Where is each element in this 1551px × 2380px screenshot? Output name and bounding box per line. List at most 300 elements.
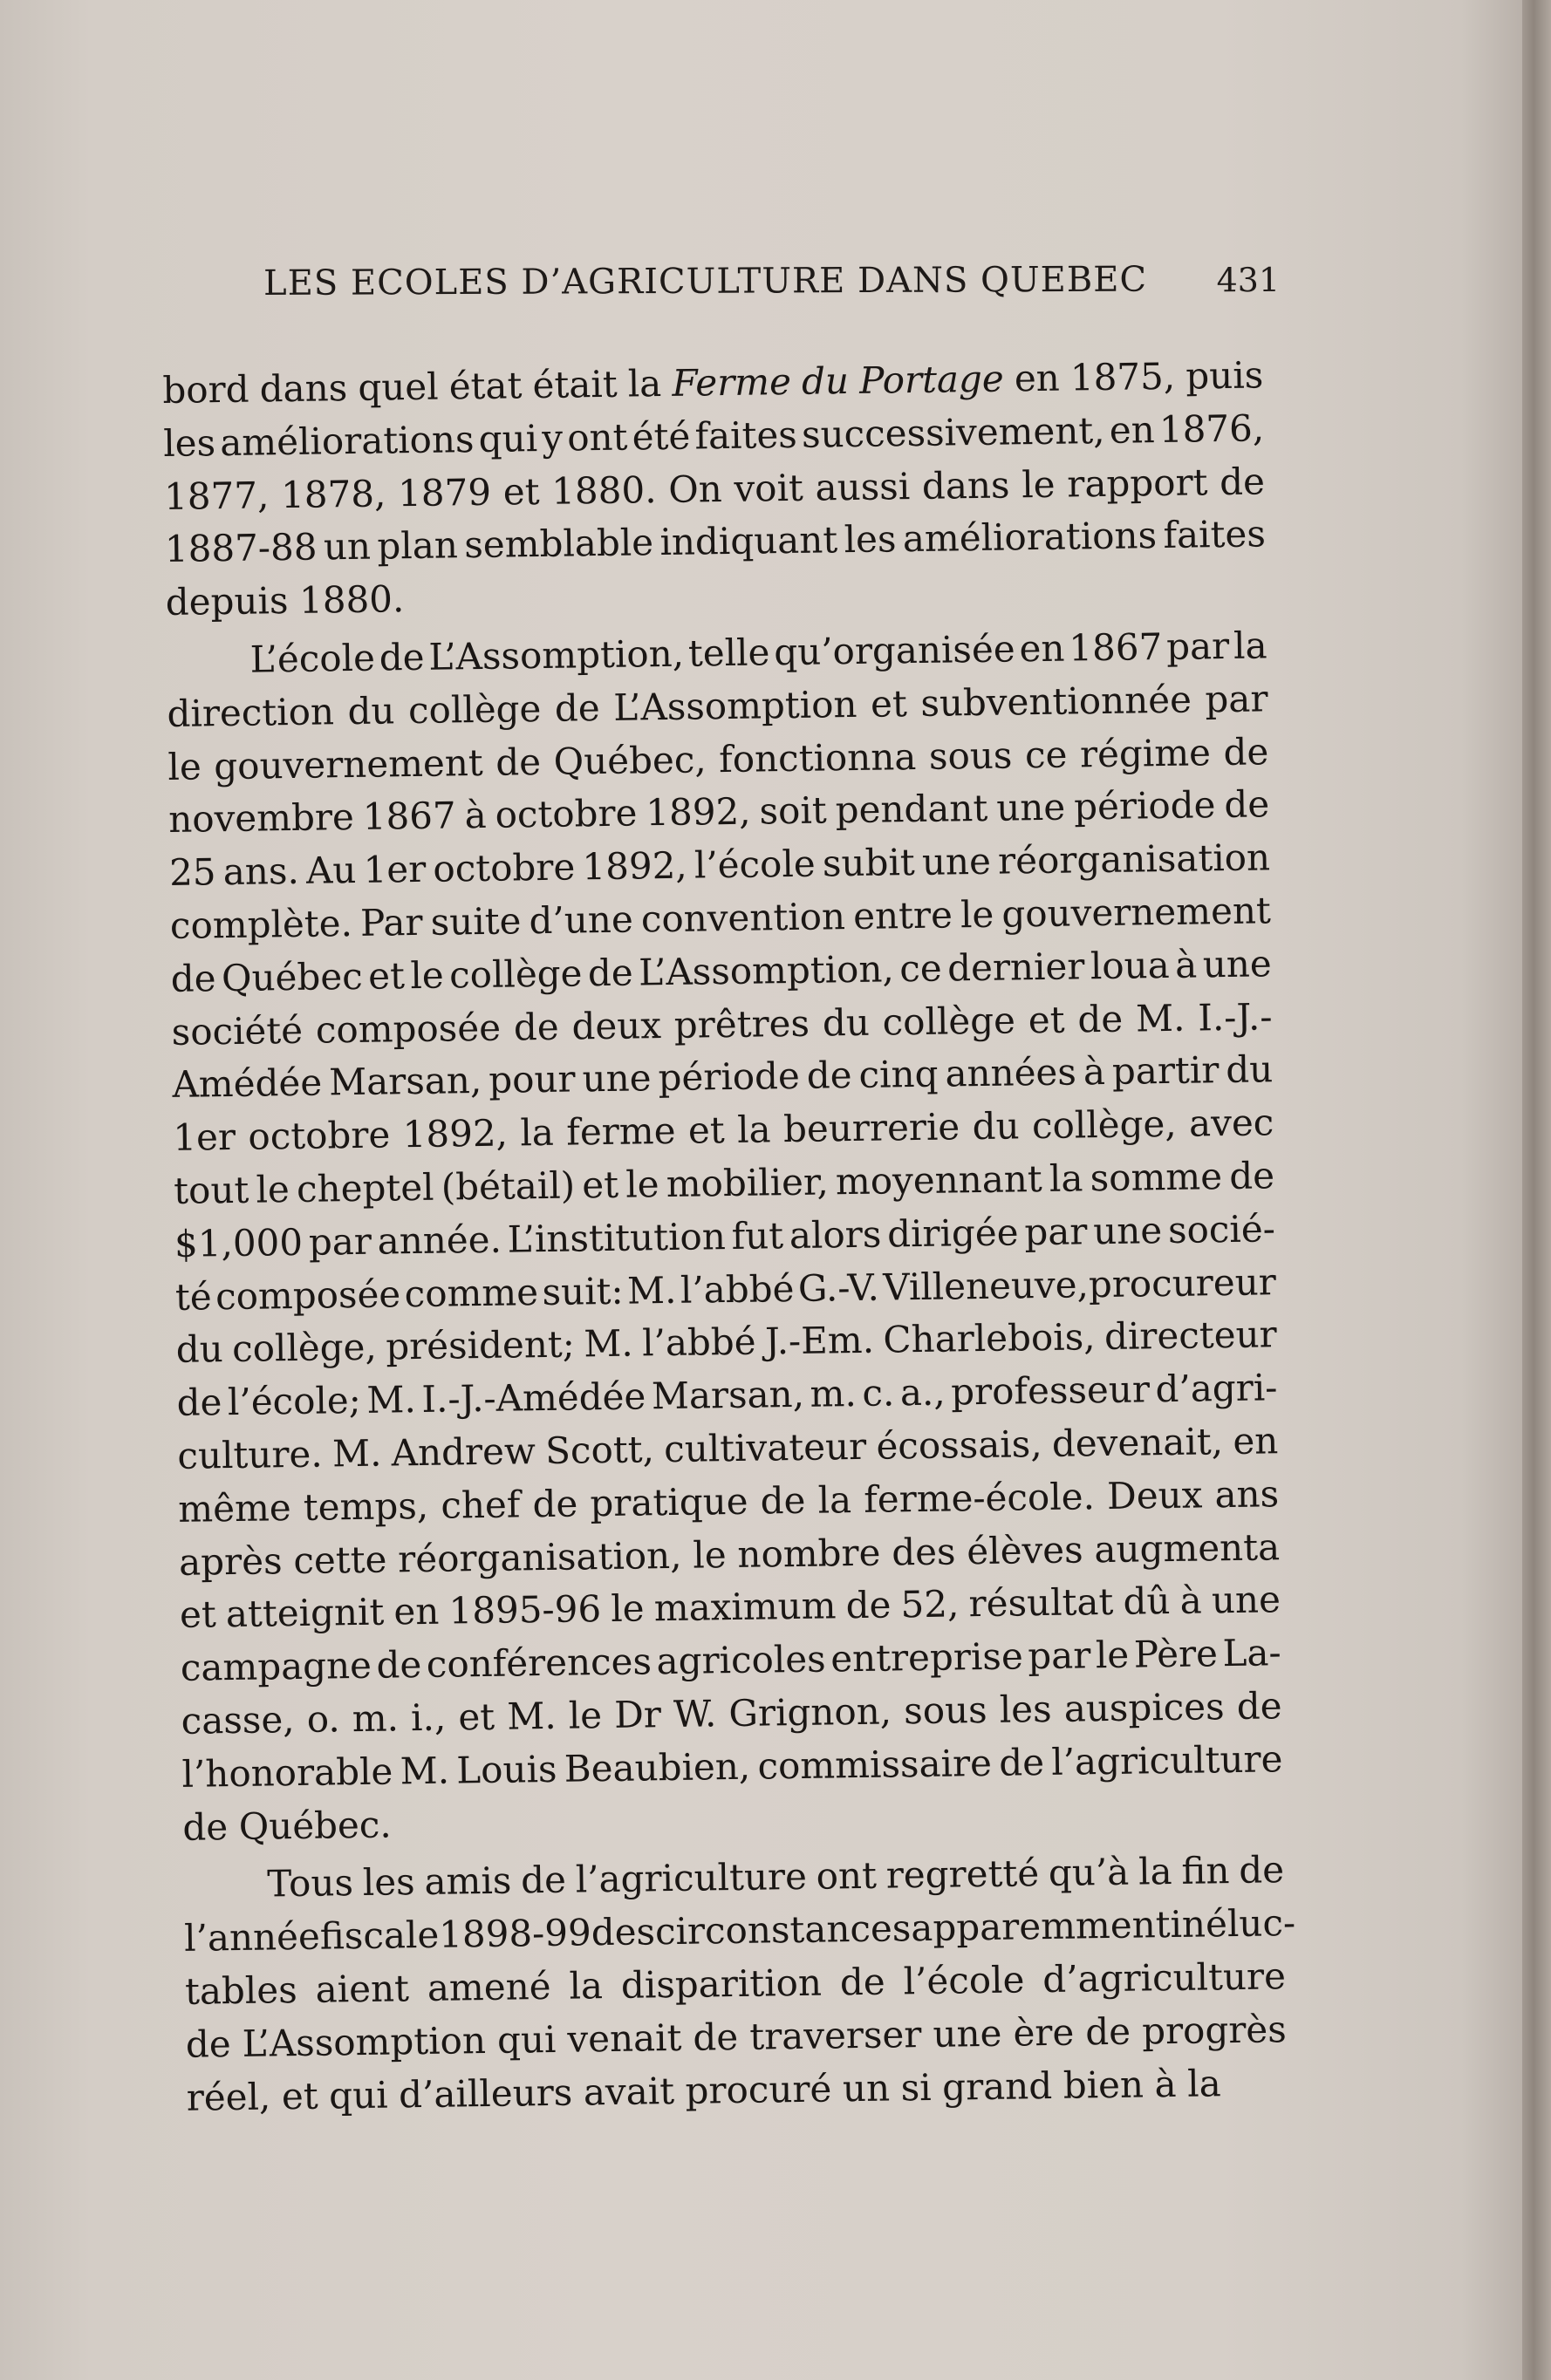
word: m. <box>810 1372 857 1415</box>
word: amis <box>424 1858 512 1904</box>
word: avait <box>583 2069 675 2113</box>
word: 1878, <box>280 472 386 516</box>
word: de <box>1228 1154 1275 1197</box>
word: puis <box>1185 353 1264 398</box>
word: fonctionna <box>718 734 917 781</box>
word: alors <box>789 1212 882 1257</box>
word: même <box>177 1485 292 1531</box>
word: agricoles <box>656 1637 827 1683</box>
body-text <box>162 349 1296 2124</box>
page-number: 431 <box>1216 260 1281 300</box>
word: directeur <box>1103 1313 1277 1359</box>
word: les <box>362 1860 416 1905</box>
word: fin <box>1181 1849 1230 1893</box>
word: en <box>1109 407 1156 452</box>
word: était <box>532 362 618 407</box>
word: rapport <box>1066 460 1208 506</box>
word: années <box>945 1050 1077 1095</box>
word: par <box>1165 624 1230 668</box>
word: 1877, <box>163 473 270 518</box>
word: comme <box>404 1270 539 1315</box>
word: de <box>495 740 542 784</box>
word: écossais, <box>876 1422 1042 1468</box>
word: la <box>1186 2061 1222 2105</box>
word: en <box>393 1590 440 1633</box>
word: Tous <box>266 1861 354 1906</box>
word: campagne <box>180 1643 372 1689</box>
word: et <box>870 681 908 726</box>
word: ferme <box>565 1109 676 1154</box>
word: augmenta <box>1094 1524 1281 1571</box>
word: la <box>1049 1156 1083 1200</box>
word: Québec. <box>238 1803 393 1848</box>
word: bord <box>162 367 249 412</box>
word: auspices <box>1063 1685 1225 1730</box>
word: M. <box>506 1694 557 1738</box>
word: à <box>1083 1050 1106 1094</box>
word: été <box>632 414 691 459</box>
word: gouvernement <box>1001 889 1272 936</box>
word: les <box>999 1687 1052 1731</box>
word: ont <box>566 415 628 460</box>
word: une <box>995 785 1066 830</box>
word: complète. <box>169 901 353 947</box>
word: du <box>972 1104 1020 1149</box>
word: d’ailleurs <box>398 2070 573 2116</box>
word: telle <box>687 631 770 675</box>
word: l’abbé <box>680 1266 795 1312</box>
word: 1892, <box>582 843 688 889</box>
word: et <box>502 469 540 514</box>
word: composée <box>215 1272 401 1318</box>
word: l’école <box>694 842 816 887</box>
word: et <box>687 1108 726 1152</box>
word: en <box>1233 1419 1279 1463</box>
word: des <box>591 1910 656 1954</box>
word: 1880. <box>298 577 405 623</box>
word: subventionnée <box>920 678 1192 725</box>
word: Dr <box>613 1693 662 1736</box>
word: de <box>379 635 425 679</box>
word: cette <box>293 1538 387 1582</box>
word: ans <box>1214 1471 1280 1517</box>
word: et <box>1028 998 1065 1041</box>
word: ans. <box>222 849 300 894</box>
word: ferme-école. <box>863 1474 1096 1521</box>
word: octobre <box>248 1113 391 1158</box>
word: circonstances <box>654 1906 912 1954</box>
word: inéluc- <box>1170 1901 1296 1947</box>
word: d’agriculture <box>1042 1954 1287 2001</box>
word: de <box>1236 1684 1282 1728</box>
word: du <box>1226 1047 1274 1092</box>
word: suite <box>430 899 522 944</box>
word: la <box>520 1110 555 1155</box>
word: dans <box>259 366 348 411</box>
word: successivement, <box>801 408 1105 456</box>
word: soit <box>759 788 828 833</box>
word: 1887-88 <box>164 525 318 571</box>
word: Québec, <box>553 737 707 783</box>
word: un <box>842 2066 891 2110</box>
word: collège, <box>1031 1102 1178 1148</box>
word: 1898-99 <box>438 1911 592 1956</box>
word: partir <box>1111 1048 1220 1094</box>
word: de <box>1239 1848 1285 1892</box>
word: et <box>581 1163 619 1207</box>
word: M. <box>400 1749 450 1793</box>
word: 1879 <box>397 470 492 515</box>
word: M. <box>331 1431 382 1476</box>
word: Père <box>1133 1632 1219 1676</box>
word: en <box>1014 356 1061 400</box>
word: et <box>281 2074 318 2117</box>
word: y <box>541 416 564 460</box>
word: fiscale <box>319 1913 440 1958</box>
word: collège <box>407 686 542 732</box>
word: M. <box>366 1378 417 1422</box>
word: président; <box>385 1322 576 1368</box>
word: composée <box>315 1006 502 1052</box>
word: octobre <box>495 791 638 837</box>
word: direction <box>167 690 335 735</box>
word: de <box>554 685 601 730</box>
word: ce <box>1024 733 1068 776</box>
word: régime <box>1079 730 1212 775</box>
word: fut <box>731 1213 784 1258</box>
word: plan <box>377 523 459 568</box>
word: cinq <box>858 1053 939 1097</box>
running-head <box>263 259 1280 316</box>
word: l’abbé <box>641 1320 756 1365</box>
word: grand <box>941 2063 1053 2109</box>
word: avec <box>1188 1101 1274 1145</box>
word: l’honorable <box>181 1749 393 1796</box>
word: Ferme <box>672 359 792 405</box>
word: suit: <box>542 1269 624 1313</box>
word: améliorations <box>219 417 475 464</box>
word: L’institution <box>507 1214 727 1261</box>
word: entreprise <box>830 1634 1024 1681</box>
word: 25 <box>168 850 216 895</box>
word: $1,000 <box>174 1220 304 1265</box>
word: beurrerie <box>782 1105 960 1151</box>
word: et <box>458 1695 495 1739</box>
word: procuré <box>685 2066 832 2112</box>
word: les <box>844 517 897 562</box>
word: 1892, <box>402 1111 509 1156</box>
word: réorganisation, <box>397 1533 682 1580</box>
word: après <box>178 1538 283 1584</box>
word: un <box>323 525 372 569</box>
word: la <box>1138 1850 1172 1893</box>
word: à <box>1174 943 1198 986</box>
word: ont <box>816 1854 878 1899</box>
word: les <box>162 420 216 465</box>
word: collège <box>882 998 1016 1044</box>
word: W. <box>673 1692 717 1736</box>
word: venait <box>567 2015 682 2061</box>
word: J.-Em. <box>764 1319 875 1363</box>
word: a., <box>899 1370 946 1415</box>
word: Par <box>359 900 423 944</box>
word: commissaire <box>757 1741 993 1788</box>
word: Au <box>305 849 357 892</box>
word: par <box>1027 1633 1091 1678</box>
word: quel <box>358 365 439 409</box>
word: Scott, <box>544 1428 655 1472</box>
word: atteignit <box>225 1590 385 1636</box>
word: de <box>1077 997 1124 1040</box>
word: Marsan, <box>328 1059 482 1104</box>
word: subit <box>822 841 916 885</box>
word: 1892, <box>646 790 751 835</box>
word: amené <box>427 1964 551 2009</box>
word: loua <box>1090 943 1171 987</box>
word: qui <box>478 416 538 460</box>
word: par <box>308 1219 372 1264</box>
word: le <box>167 745 202 788</box>
word: une <box>1202 942 1273 986</box>
word: (bétail) <box>441 1163 576 1209</box>
word: depuis <box>165 579 289 624</box>
word: de <box>839 1960 885 2004</box>
word: Charlebois, <box>883 1315 1096 1361</box>
word: la <box>817 1477 852 1522</box>
word: sous <box>928 733 1013 778</box>
word: l’école; <box>227 1379 362 1424</box>
word: de <box>513 1005 559 1049</box>
word: cheptel <box>296 1165 434 1210</box>
word: le <box>625 1163 659 1206</box>
word: en <box>1019 626 1065 671</box>
word: devenait, <box>1051 1420 1224 1465</box>
word: pour <box>488 1057 576 1102</box>
word: o. <box>306 1697 340 1741</box>
word: disparition <box>620 1961 823 2007</box>
word: deux <box>571 1003 662 1048</box>
word: une <box>921 839 992 884</box>
word: dû <box>1123 1579 1171 1624</box>
word: conférences <box>426 1640 653 1687</box>
word: Beaubien, <box>564 1744 751 1790</box>
word: de <box>520 1858 567 1902</box>
word: qui <box>328 2073 388 2117</box>
word: le <box>692 1532 727 1577</box>
word: maximum <box>653 1584 837 1630</box>
word: de <box>845 1583 892 1627</box>
word: de <box>587 951 634 995</box>
word: société <box>171 1008 304 1054</box>
word: de <box>760 1478 806 1523</box>
word: apparemment <box>911 1903 1171 1950</box>
word: le <box>960 892 994 937</box>
word: améliorations <box>902 514 1158 561</box>
word: l’école <box>903 1958 1025 2003</box>
word: I.-J.- <box>1197 994 1273 1040</box>
word: Villeneuve,procureur <box>882 1259 1277 1309</box>
word: le <box>610 1586 645 1631</box>
word: réorganisation <box>997 835 1271 883</box>
word: culture. <box>177 1432 324 1477</box>
word: de <box>1219 459 1266 503</box>
word: pratique <box>590 1479 748 1525</box>
word: L’Assomption <box>612 682 857 729</box>
word: m. <box>352 1696 400 1741</box>
word: 1895-96 <box>448 1587 602 1633</box>
word: le <box>1095 1633 1130 1677</box>
word: l’année <box>183 1914 321 1960</box>
word: somme <box>1090 1155 1223 1200</box>
word: de <box>693 2015 739 2059</box>
word: le <box>410 953 445 997</box>
word: et <box>179 1592 217 1637</box>
word: une <box>1092 1208 1163 1252</box>
word: état <box>448 364 523 408</box>
word: par <box>1205 677 1268 721</box>
word: indiquant <box>659 518 838 564</box>
word: de <box>1224 782 1270 827</box>
word: du <box>347 689 395 733</box>
word: faites <box>694 413 798 458</box>
word: voit <box>734 466 804 510</box>
word: aussi <box>815 464 911 509</box>
word: collège <box>448 951 583 997</box>
word: à <box>464 794 488 837</box>
word: dans <box>921 463 1010 508</box>
word: qui <box>496 2017 557 2062</box>
word: nombre <box>737 1531 881 1576</box>
word: Québec <box>221 954 364 999</box>
word: une <box>1211 1578 1281 1622</box>
word: 1er <box>363 848 427 892</box>
word: semblable <box>463 521 654 567</box>
word: le <box>568 1694 603 1737</box>
word: du <box>175 1327 224 1372</box>
word: qu’à <box>1048 1851 1130 1895</box>
word: la <box>1233 624 1267 667</box>
word: à <box>1179 1579 1203 1623</box>
word: progrès <box>1141 2007 1288 2053</box>
word: de <box>170 956 216 1000</box>
word: Deux <box>1106 1473 1203 1517</box>
word: si <box>900 2065 932 2109</box>
word: La- <box>1222 1631 1281 1675</box>
word: 1880. <box>550 467 657 513</box>
word: l’agriculture <box>1050 1736 1283 1783</box>
word: du <box>822 1000 871 1045</box>
word: gouvernement <box>213 740 484 788</box>
word: de <box>376 1643 422 1687</box>
word: tables <box>184 1967 298 2013</box>
word: une <box>582 1056 652 1101</box>
word: 52, <box>900 1582 960 1626</box>
word: l’agriculture <box>575 1855 808 1901</box>
word: L’école <box>249 636 376 681</box>
word: chef <box>441 1483 521 1527</box>
word: de <box>998 1740 1045 1784</box>
word: 1er <box>173 1115 236 1160</box>
word: novembre <box>167 795 355 842</box>
word: pendant <box>835 787 988 832</box>
word: qu’organisée <box>773 627 1015 674</box>
word: c. <box>862 1371 895 1415</box>
word: mobilier, <box>666 1160 830 1205</box>
word: aient <box>315 1967 410 2011</box>
word: 1876, <box>1158 406 1265 451</box>
word: de <box>182 1804 229 1849</box>
word: L’Assomption, <box>428 631 685 679</box>
word: té <box>174 1274 212 1319</box>
word: Louis <box>455 1747 557 1792</box>
word: une <box>933 2011 1002 2056</box>
word: L’Assomption, <box>638 947 895 994</box>
word: cultivateur <box>663 1424 867 1471</box>
word: M. <box>626 1268 677 1313</box>
word: temps, <box>303 1483 429 1529</box>
word: de <box>1223 729 1269 774</box>
word: Marsan, <box>651 1372 805 1418</box>
word: prêtres <box>673 1001 810 1047</box>
word: dirigée <box>886 1210 1019 1256</box>
page-edge <box>1522 0 1551 2380</box>
word: la <box>627 362 662 406</box>
word: le <box>1021 462 1056 506</box>
word: i., <box>410 1695 447 1740</box>
word: d’agri- <box>1155 1366 1278 1411</box>
word: casse, <box>181 1697 295 1742</box>
word: octobre <box>433 845 576 890</box>
word: résultat <box>968 1580 1114 1626</box>
word: professeur <box>950 1367 1151 1414</box>
word: par <box>1024 1210 1088 1254</box>
word: socié- <box>1167 1207 1276 1251</box>
word: la <box>569 1964 604 2008</box>
word: 1867 <box>1069 625 1163 670</box>
word: de <box>532 1482 578 1525</box>
word: réel, <box>186 2074 271 2119</box>
word: On <box>667 467 723 511</box>
word: regretté <box>885 1851 1040 1897</box>
word: à <box>1154 2062 1177 2105</box>
word: Andrew <box>391 1429 536 1475</box>
word: Amédée <box>172 1060 323 1107</box>
word: la <box>736 1108 771 1152</box>
word: de <box>176 1381 222 1425</box>
word: L’Assomption <box>242 2018 487 2065</box>
word: période <box>1073 783 1216 829</box>
word: M. <box>1135 996 1185 1040</box>
word: de <box>1084 2009 1131 2054</box>
word: 1867 <box>362 794 457 839</box>
word: tout <box>173 1168 249 1212</box>
word: convention <box>640 895 846 941</box>
running-title: LES ECOLES D’AGRICULTURE DANS QUEBEC <box>263 259 1148 303</box>
word: 1875, <box>1069 354 1176 399</box>
word: sous <box>903 1688 987 1733</box>
word: Portage <box>858 357 1005 402</box>
word: entre <box>852 893 953 938</box>
word: le <box>256 1168 290 1211</box>
word: année. <box>377 1217 502 1263</box>
word: des <box>891 1529 956 1573</box>
word: période <box>658 1054 801 1100</box>
word: traverser <box>748 2012 922 2058</box>
word: G.-V. <box>797 1265 880 1310</box>
word: faites <box>1163 512 1267 557</box>
word: de <box>185 2022 231 2066</box>
word: Grignon, <box>728 1689 892 1736</box>
